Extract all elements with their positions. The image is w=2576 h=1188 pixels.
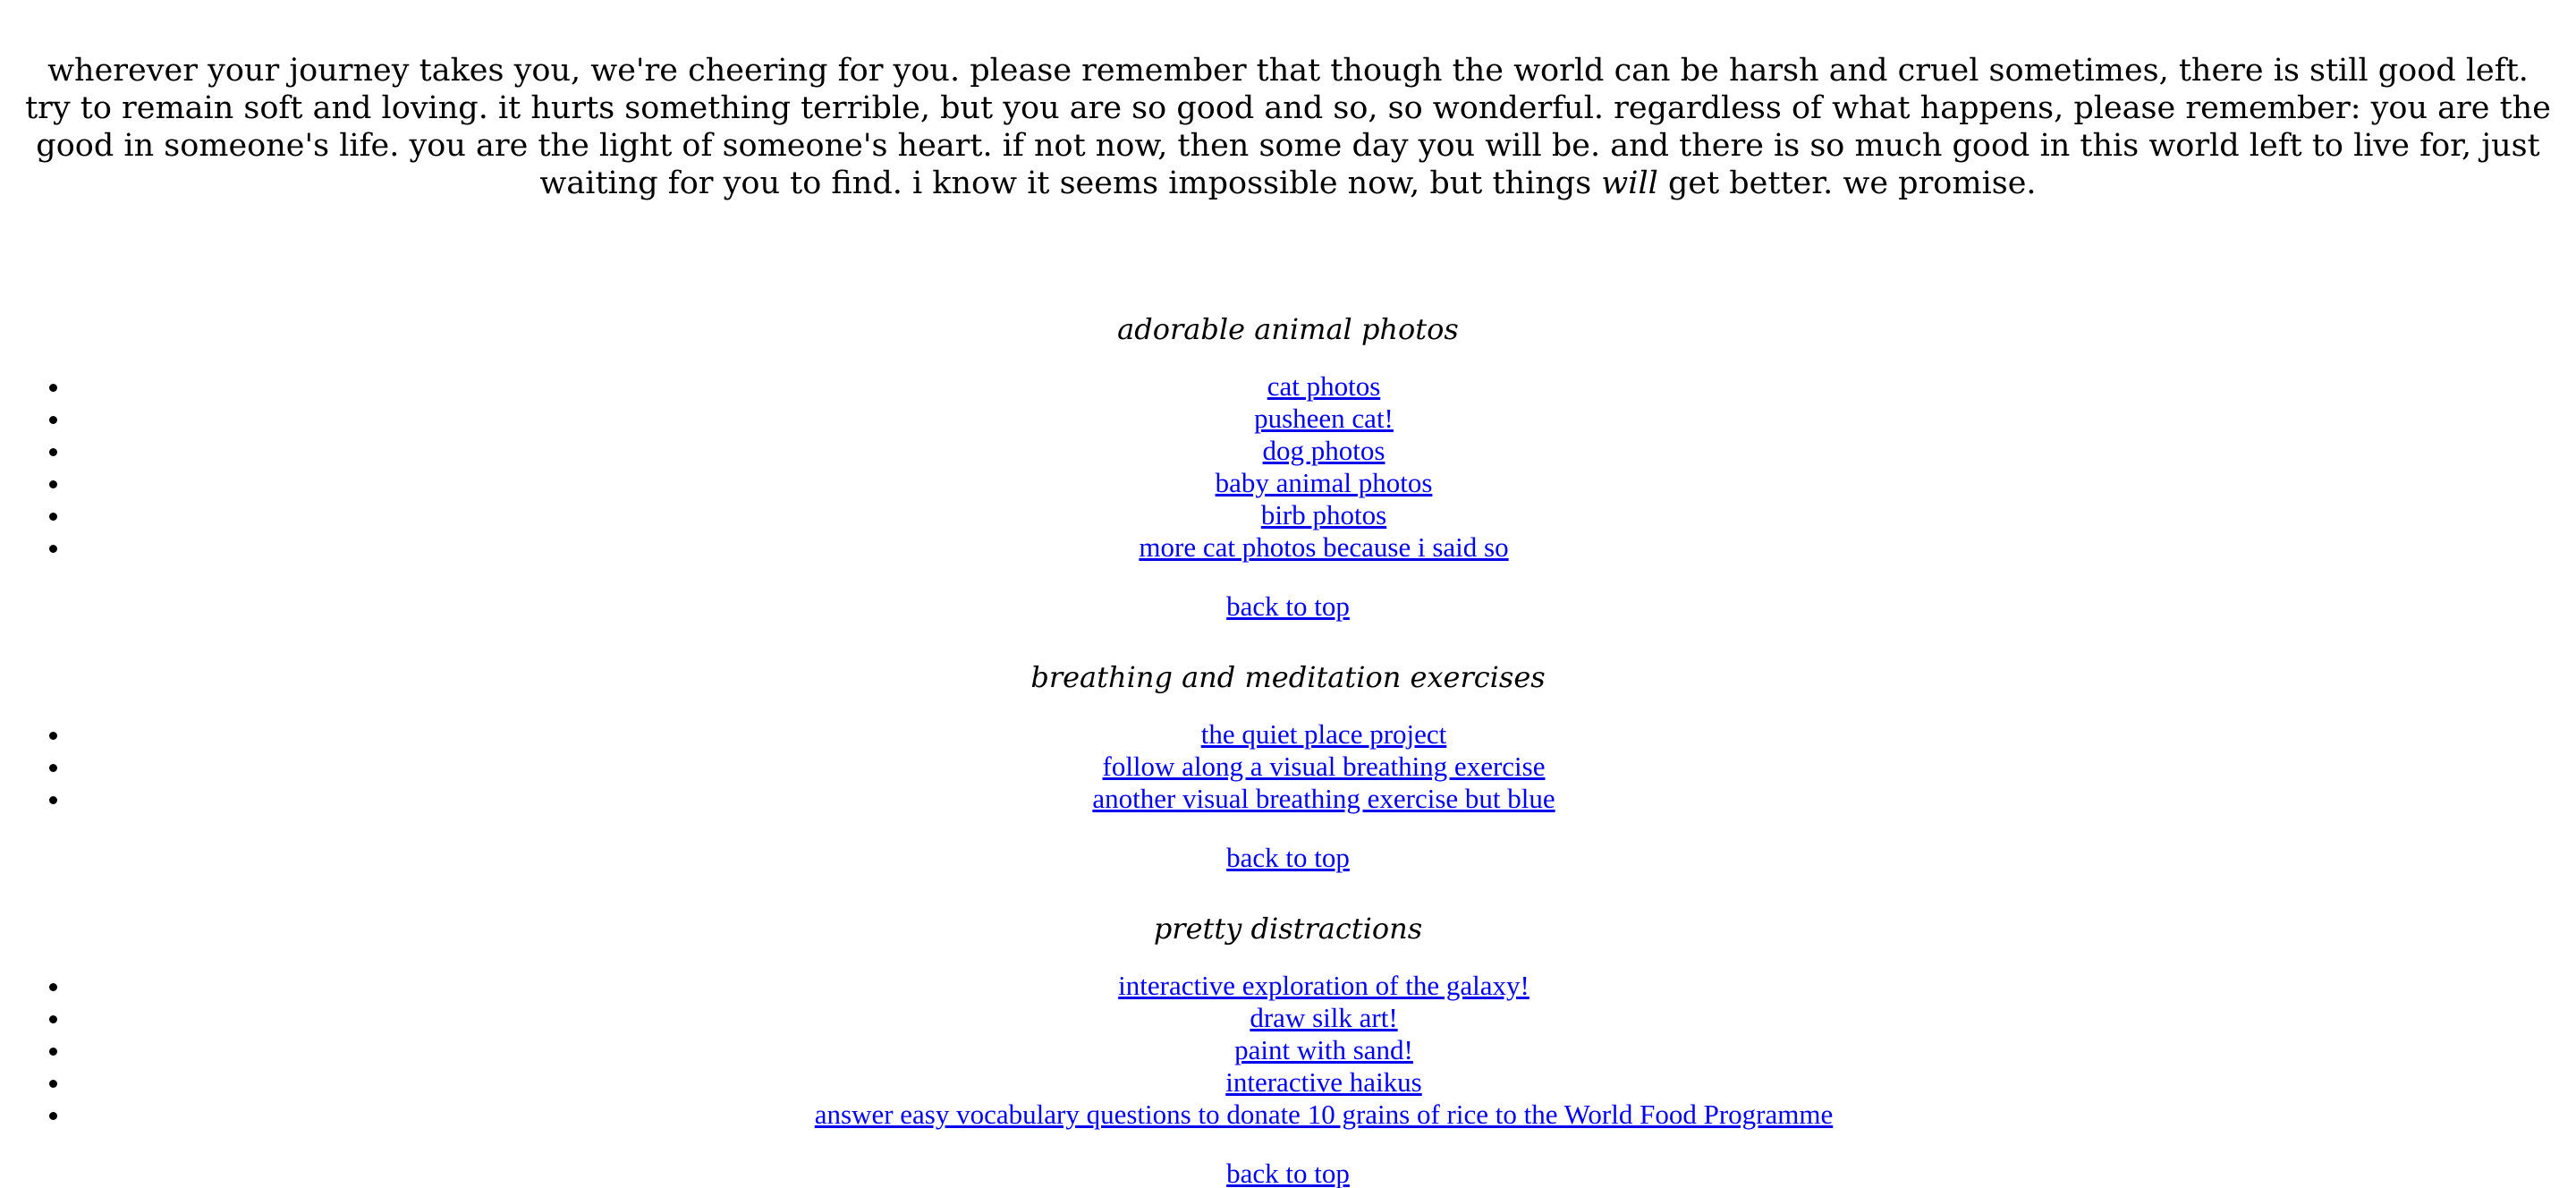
section-breathing-meditation: [0, 659, 2576, 878]
list-item: [72, 1002, 2576, 1034]
back-to-top-row: [0, 842, 2576, 878]
link-list: [0, 970, 2576, 1131]
back-to-top-link[interactable]: back to top: [1226, 590, 1350, 622]
back-to-top-row: [0, 1158, 2576, 1188]
link-cat-photos[interactable]: cat photos: [1267, 370, 1381, 402]
link-baby-animal-photos[interactable]: baby animal photos: [1215, 467, 1433, 498]
link-dog-photos[interactable]: dog photos: [1262, 435, 1385, 466]
list-item: [72, 403, 2576, 435]
section-title: pretty distractions: [1153, 912, 1423, 946]
list-item: [72, 1034, 2576, 1066]
link-list: [0, 370, 2576, 564]
list-item: [72, 1066, 2576, 1099]
back-to-top-link[interactable]: back to top: [1226, 842, 1350, 873]
link-blue-breathing-exercise[interactable]: another visual breathing exercise but blue: [1092, 783, 1555, 814]
back-to-top-row: [0, 590, 2576, 627]
encouragement-text: wherever your journey takes you, we're cheering for you. please remember that though the world can be harsh and cruel sometimes, there is still good left. try to remain soft and loving. it hurts something terrible, but you are so good and so, so wonderful. regardless of what happens, please remember: you are the good in someone's life. you are the light of someone's heart. if not now, then some day you will be. and there is so much good in this world left to live for, just waiting for you to find. i know it seems impossible now, but things: [25, 53, 2551, 201]
back-to-top-link[interactable]: back to top: [1226, 1158, 1350, 1188]
spacer: [0, 202, 2576, 311]
link-visual-breathing-exercise[interactable]: follow along a visual breathing exercise: [1102, 751, 1546, 782]
encouragement-text-end: get better. we promise.: [1657, 165, 2037, 201]
link-freerice-vocabulary[interactable]: answer easy vocabulary questions to donate 10 grains of rice to the World Food Programme: [814, 1099, 1834, 1130]
list-item: [72, 718, 2576, 751]
link-list: [0, 718, 2576, 815]
section-pretty-distractions: [0, 911, 2576, 1188]
list-item: [72, 783, 2576, 815]
list-item: [72, 499, 2576, 531]
section-animal-photos: [0, 311, 2576, 627]
section-title: breathing and meditation exercises: [1030, 660, 1546, 694]
emphasis-word: will: [1601, 165, 1658, 201]
list-item: [72, 435, 2576, 467]
list-item: [72, 970, 2576, 1002]
encouragement-paragraph: [0, 0, 2576, 202]
list-item: [72, 467, 2576, 499]
link-quiet-place-project[interactable]: the quiet place project: [1200, 718, 1447, 750]
list-item: [72, 531, 2576, 564]
link-galaxy-exploration[interactable]: interactive exploration of the galaxy!: [1118, 970, 1530, 1001]
list-item: [72, 751, 2576, 783]
link-more-cat-photos[interactable]: more cat photos because i said so: [1139, 531, 1509, 563]
link-pusheen-cat[interactable]: pusheen cat!: [1254, 403, 1394, 434]
link-interactive-haikus[interactable]: interactive haikus: [1225, 1066, 1422, 1098]
section-title: adorable animal photos: [1117, 312, 1459, 346]
link-sand-painting[interactable]: paint with sand!: [1234, 1034, 1413, 1065]
list-item: [72, 370, 2576, 403]
link-silk-art[interactable]: draw silk art!: [1250, 1002, 1398, 1033]
list-item: [72, 1099, 2576, 1131]
link-birb-photos[interactable]: birb photos: [1260, 499, 1387, 530]
